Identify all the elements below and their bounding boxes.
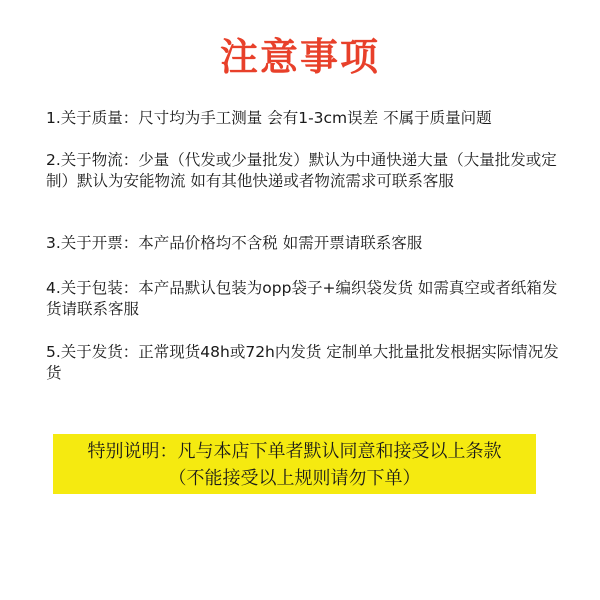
notice-item-shipping: 5.关于发货：正常现货48h或72h内发货 定制单大批量批发根据实际情况发货 bbox=[46, 343, 559, 382]
notice-item-logistics: 2.关于物流：少量（代发或少量批发）默认为中通快递大量（大量批发或定制）默认为安能物流 如有其他快递或者物流需求可联系客服 bbox=[46, 151, 557, 190]
page-title: 注意事项 bbox=[219, 35, 380, 79]
special-notice-line2: （不能接受以上规则请勿下单） bbox=[168, 468, 421, 489]
notice-item-quality: 1.关于质量：尺寸均为手工测量 会有1-3cm误差 不属于质量问题 bbox=[46, 109, 492, 127]
special-notice-line1: 特别说明：凡与本店下单者默认同意和接受以上条款 bbox=[87, 441, 502, 462]
special-notice-banner bbox=[53, 434, 536, 494]
notice-item-invoice: 3.关于开票：本产品价格均不含税 如需开票请联系客服 bbox=[46, 234, 423, 252]
notice-item-packaging: 4.关于包装：本产品默认包装为opp袋子+编织袋发货 如需真空或者纸箱发货请联系客服 bbox=[46, 279, 558, 318]
